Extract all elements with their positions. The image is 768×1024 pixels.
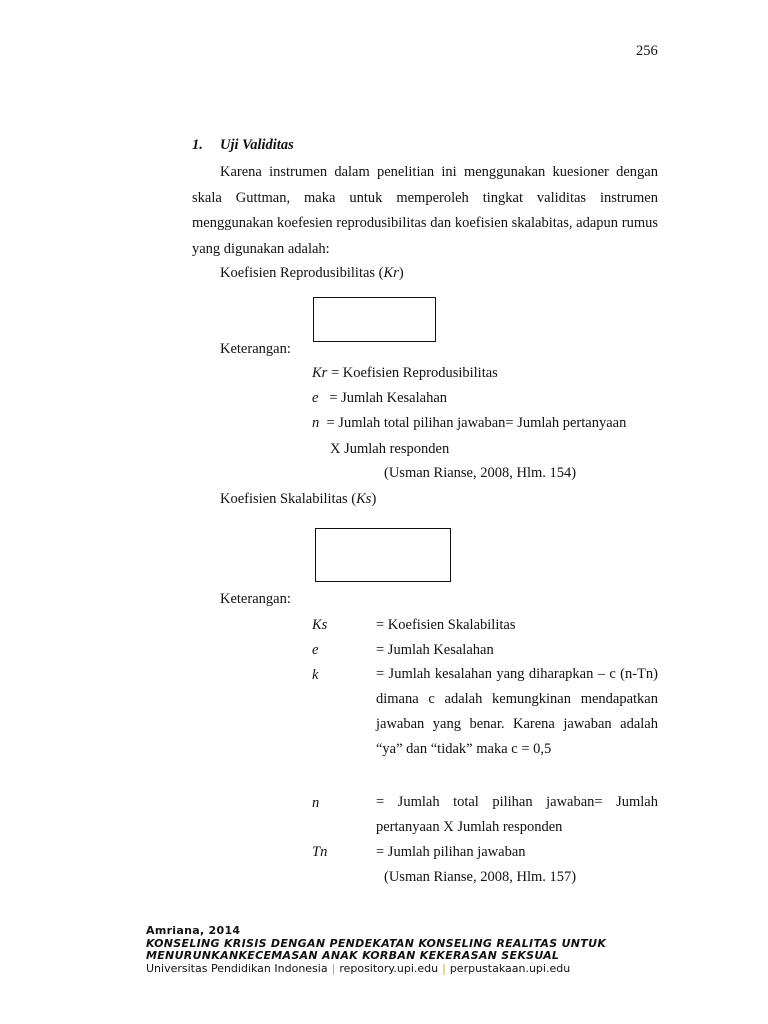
- legend-text: = Koefisien Reprodusibilitas: [327, 365, 498, 381]
- legend-text: = Jumlah Kesalahan: [318, 390, 448, 406]
- kr-citation: (Usman Rianse, 2008, Hlm. 154): [384, 465, 577, 481]
- footer-link-repository[interactable]: repository.upi.edu: [339, 961, 439, 975]
- ks-legend-text-k: = Jumlah kesalahan yang diharapkan – c (n-Tn) dimana c adalah kemungkinan mendapatkan jawaban yang benar. Karena jawaban adalah “ya” dan “tidak” maka c = 0,5: [376, 666, 658, 757]
- footer-title-line1: KONSELING KRISIS DENGAN PENDEKATAN KONSELING REALITAS UNTUK: [146, 936, 607, 950]
- ks-legend-text-n: = Jumlah total pilihan jawaban= Jumlah pertanyaan X Jumlah responden: [376, 794, 658, 835]
- ks-legend-symbol: k: [312, 667, 319, 683]
- ks-formula-box: [315, 528, 451, 582]
- ks-legend-symbol: Ks: [312, 617, 328, 633]
- ks-legend-text: = Jumlah pilihan jawaban: [376, 844, 526, 860]
- footer-institution: Universitas Pendidikan Indonesia: [146, 961, 328, 975]
- footer-links: [146, 963, 606, 976]
- legend-symbol: Kr: [312, 365, 328, 381]
- footer-separator: |: [442, 961, 446, 975]
- page-number: 256: [636, 43, 658, 59]
- ks-heading: Koefisien Skalabilitas (Ks): [220, 491, 377, 507]
- ks-legend-symbol: Tn: [312, 844, 328, 860]
- legend-symbol: e: [312, 390, 319, 406]
- kr-heading: Koefisien Reprodusibilitas (Kr): [220, 265, 404, 281]
- ks-legend-symbol: e: [312, 642, 319, 658]
- kr-keterangan-label: Keterangan:: [220, 341, 291, 357]
- ks-legend-symbol: n: [312, 795, 320, 811]
- section-title-text: Uji Validitas: [220, 137, 294, 153]
- footer-separator: |: [331, 961, 336, 975]
- ks-legend-text: = Koefisien Skalabilitas: [376, 617, 516, 633]
- intro-text: Karena instrumen dalam penelitian ini menggunakan kuesioner dengan skala Guttman, maka untuk memperoleh tingkat validitas instrumen menggunakan koefesien reprodusibilitas dan koefisien skalabitas, adapun rumus yang digunakan adalah:: [192, 164, 658, 257]
- ks-keterangan-label: Keterangan:: [220, 591, 291, 607]
- kr-legend-continuation: X Jumlah responden: [330, 441, 450, 457]
- kr-formula-box: [313, 297, 436, 342]
- legend-symbol: n: [312, 415, 320, 431]
- kr-legend-row: [312, 364, 498, 382]
- ks-citation: (Usman Rianse, 2008, Hlm. 157): [384, 869, 577, 885]
- kr-legend-row: [312, 389, 447, 407]
- intro-paragraph: [192, 160, 658, 262]
- legend-text: = Jumlah total pilihan jawaban= Jumlah pertanyaan: [319, 415, 627, 431]
- footer-link-perpustakaan[interactable]: perpustakaan.upi.edu: [449, 961, 571, 975]
- footer-title-line2: MENURUNKANKECEMASAN ANAK KORBAN KEKERASAN SEKSUAL: [146, 949, 560, 962]
- section-number: 1.: [192, 137, 203, 153]
- kr-legend-row: [312, 414, 658, 432]
- ks-legend-text: = Jumlah Kesalahan: [376, 642, 494, 658]
- section-title: [192, 136, 294, 154]
- footer-author: Amriana, 2014: [146, 924, 241, 937]
- page-footer: [146, 925, 606, 975]
